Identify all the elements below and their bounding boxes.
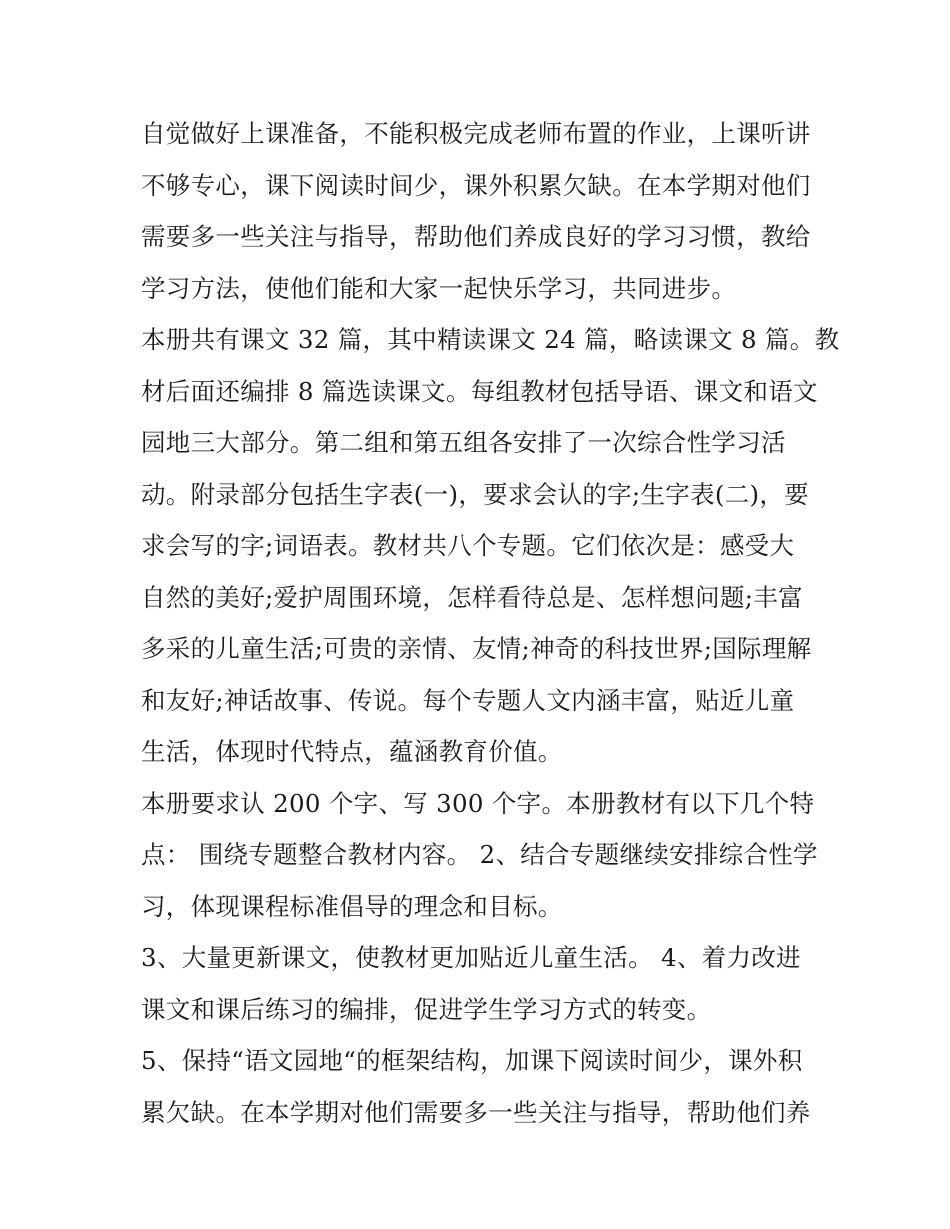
text-line: 多采的儿童生活;可贵的亲情、友情;神奇的科技世界;国际理解 [141, 634, 812, 663]
text-line: 自觉做好上课准备，不能积极完成老师布置的作业，上课听讲 [141, 119, 811, 148]
text-line: 自然的美好;爱护周围环境，怎样看待总是、怎样想问题;丰富 [141, 582, 803, 612]
text-line: 课文和课后练习的编排，促进学生学习方式的转变。 [141, 994, 712, 1024]
text-line: 园地三大部分。第二组和第五组各安排了一次综合性学习活 [141, 428, 786, 457]
body-text [141, 108, 840, 1138]
text-line: 需要多一些关注与指导，帮助他们养成良好的学习习惯，教给 [141, 222, 811, 251]
text-line: 生活，体现时代特点，蕴涵教育价值。 [141, 737, 563, 766]
text-line: 和友好;神话故事、传说。每个专题人文内涵丰富，贴近儿童 [141, 685, 795, 715]
text-line: 动。附录部分包括生字表(一)，要求会认的字;生字表(二)，要 [141, 479, 809, 509]
text-line: 本册要求认 200 个字、写 300 个字。本册教材有以下几个特 [141, 788, 815, 818]
text-line: 点： 围绕专题整合教材内容。 2、结合专题继续安排综合性学 [141, 840, 818, 869]
text-line: 3、大量更新课文，使教材更加贴近儿童生活。 4、着力改进 [141, 943, 801, 972]
text-line: 习，体现课程标准倡导的理念和目标。 [141, 891, 563, 921]
text-line: 学习方法，使他们能和大家一起快乐学习，共同进步。 [141, 273, 737, 303]
text-line: 材后面还编排 8 篇选读课文。每组教材包括导语、课文和语文 [141, 376, 818, 406]
text-line: 累欠缺。在本学期对他们需要多一些关注与指导，帮助他们养 [141, 1097, 811, 1127]
text-line: 求会写的字;词语表。教材共八个专题。它们依次是：感受大 [141, 531, 795, 560]
text-line: 5、保持“语文园地“的框架结构，加课下阅读时间少，课外积 [141, 1046, 803, 1075]
text-line: 本册共有课文 32 篇，其中精读课文 24 篇，略读课文 8 篇。教 [141, 325, 840, 354]
text-line: 不够专心，课下阅读时间少，课外积累欠缺。在本学期对他们 [141, 170, 811, 200]
